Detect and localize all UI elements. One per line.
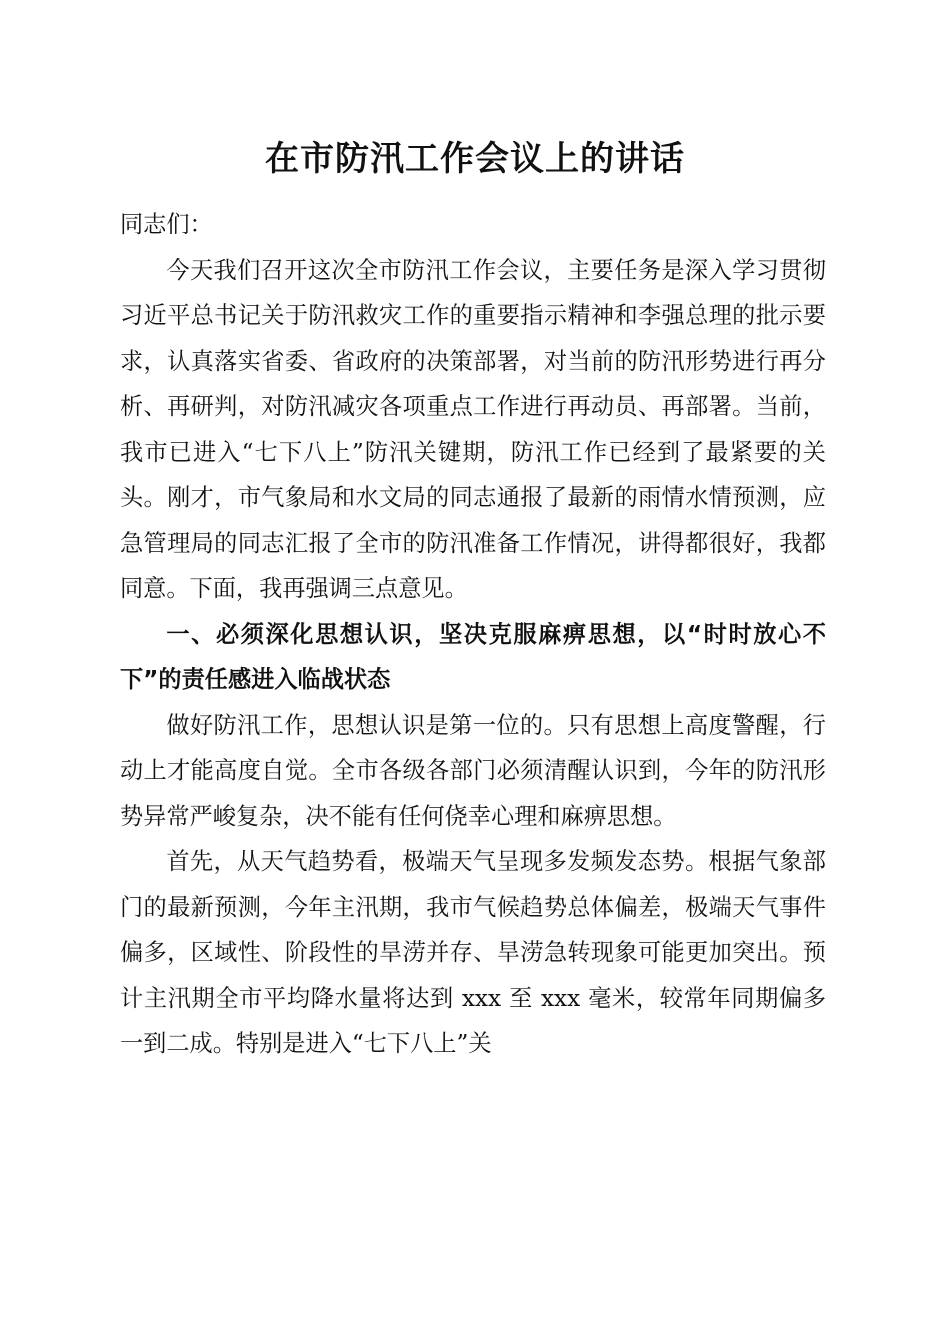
paragraph-awareness: 做好防汛工作，思想认识是第一位的。只有思想上高度警醒，行动上才能高度自觉。全市各级各部门必须清醒认识到，今年的防汛形势异常严峻复杂，决不能有任何侥幸心理和麻痹思想。 [120, 711, 826, 830]
paragraph-intro: 今天我们召开这次全市防汛工作会议，主要任务是深入学习贯彻习近平总书记关于防汛救灾工作的重要指示精神和李强总理的批示要求，认真落实省委、省政府的决策部署，对当前的防汛形势进行再分析、再研判，对防汛减灾各项重点工作进行再动员、再部署。当前，我市已进入“七下八上”防汛关键期，防汛工作已经到了最紧要的关头。刚才，市气象局和水文局的同志通报了最新的雨情水情预测，应急管理局的同志汇报了全市的防汛准备工作情况，讲得都很好，我都同意。下面，我再强调三点意见。 [120, 256, 826, 602]
document-body [120, 202, 826, 1067]
section-heading-1: 一、必须深化思想认识，坚决克服麻痹思想，以“时时放心不下”的责任感进入临战状态 [120, 620, 826, 693]
document-title: 在市防汛工作会议上的讲话 [265, 139, 685, 179]
paragraph-weather-trend: 首先，从天气趋势看，极端天气呈现多发频发态势。根据气象部门的最新预测，今年主汛期，我市气候趋势总体偏差，极端天气事件偏多，区域性、阶段性的旱涝并存、旱涝急转现象可能更加突出。预计主汛期全市平均降水量将达到 xxx 至 xxx 毫米，较常年同期偏多一到二成。特别是进入“七下八上”关 [120, 848, 826, 1057]
salutation: 同志们： [120, 211, 213, 238]
